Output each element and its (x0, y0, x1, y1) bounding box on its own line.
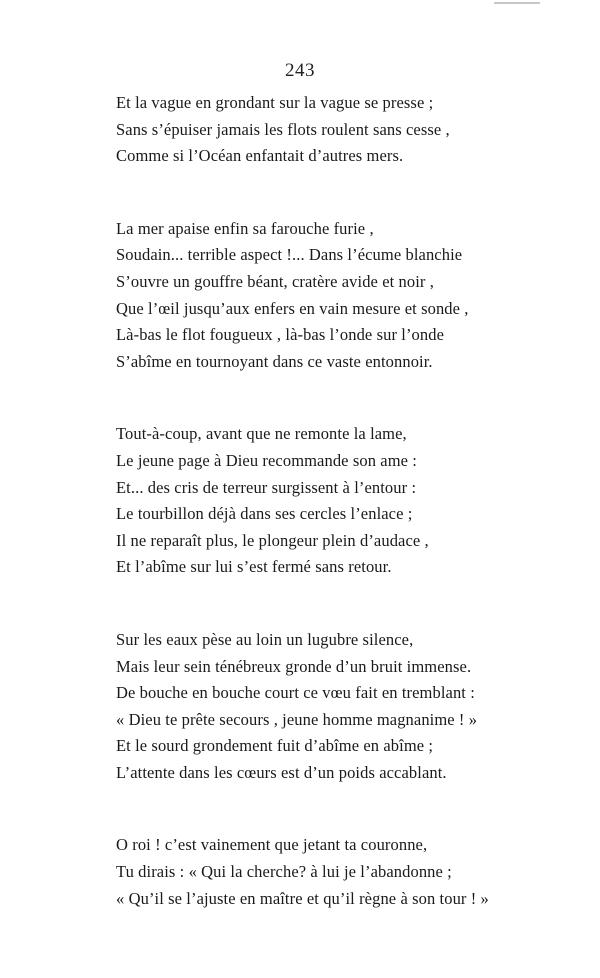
poem-body (116, 90, 496, 958)
stanza (116, 216, 496, 376)
verse-line: S’ouvre un gouffre béant, cratère avide et noir , (116, 271, 434, 291)
verse-line: Le jeune page à Dieu recommande son ame : (116, 450, 417, 470)
verse-line: De bouche en bouche court ce vœu fait en tremblant : (116, 683, 475, 703)
scan-edge-mark (494, 2, 540, 4)
verse-line: O roi ! c’est vainement que jetant ta couronne, (116, 835, 428, 855)
verse-line: La mer apaise enfin sa farouche furie , (116, 218, 374, 238)
verse-line: Là-bas le flot fougueux , là-bas l’onde sur l’onde (116, 325, 445, 345)
verse-line: Sans s’épuiser jamais les flots roulent sans cesse , (116, 119, 450, 139)
verse-line: « Dieu te prête secours , jeune homme magnanime ! » (116, 709, 478, 729)
page-number: 243 (285, 60, 315, 81)
verse-line: Le tourbillon déjà dans ses cercles l’enlace ; (116, 504, 413, 524)
verse-line: Tu dirais : « Qui la cherche? à lui je l’abandonne ; (116, 862, 452, 882)
stanza (116, 421, 496, 581)
verse-line: Et le sourd grondement fuit d’abîme en abîme ; (116, 736, 434, 756)
verse-line: Sur les eaux pèse au loin un lugubre silence, (116, 629, 414, 649)
stanza (116, 627, 496, 787)
verse-line: Et... des cris de terreur surgissent à l’entour : (116, 477, 417, 497)
verse-line: Mais leur sein ténébreux gronde d’un bruit immense. (116, 656, 472, 676)
stanza (116, 832, 496, 912)
verse-line: Et la vague en grondant sur la vague se presse ; (116, 93, 434, 112)
verse-line: Il ne reparaît plus, le plongeur plein d’audace , (116, 530, 429, 550)
verse-line: Et l’abîme sur lui s’est fermé sans retour. (116, 557, 392, 577)
verse-line: Tout-à-coup, avant que ne remonte la lame, (116, 424, 407, 444)
verse-line: Que l’œil jusqu’aux enfers en vain mesure et sonde , (116, 298, 469, 318)
verse-line: Soudain... terrible aspect !... Dans l’écume blanchie (116, 245, 463, 265)
verse-line: L’attente dans les cœurs est d’un poids accablant. (116, 762, 447, 782)
verse-line: Comme si l’Océan enfantait d’autres mers. (116, 146, 404, 166)
stanza (116, 90, 496, 170)
verse-line: « Qu’il se l’ajuste en maître et qu’il règne à son tour ! » (116, 888, 489, 908)
verse-line: S’abîme en tournoyant dans ce vaste entonnoir. (116, 351, 433, 371)
